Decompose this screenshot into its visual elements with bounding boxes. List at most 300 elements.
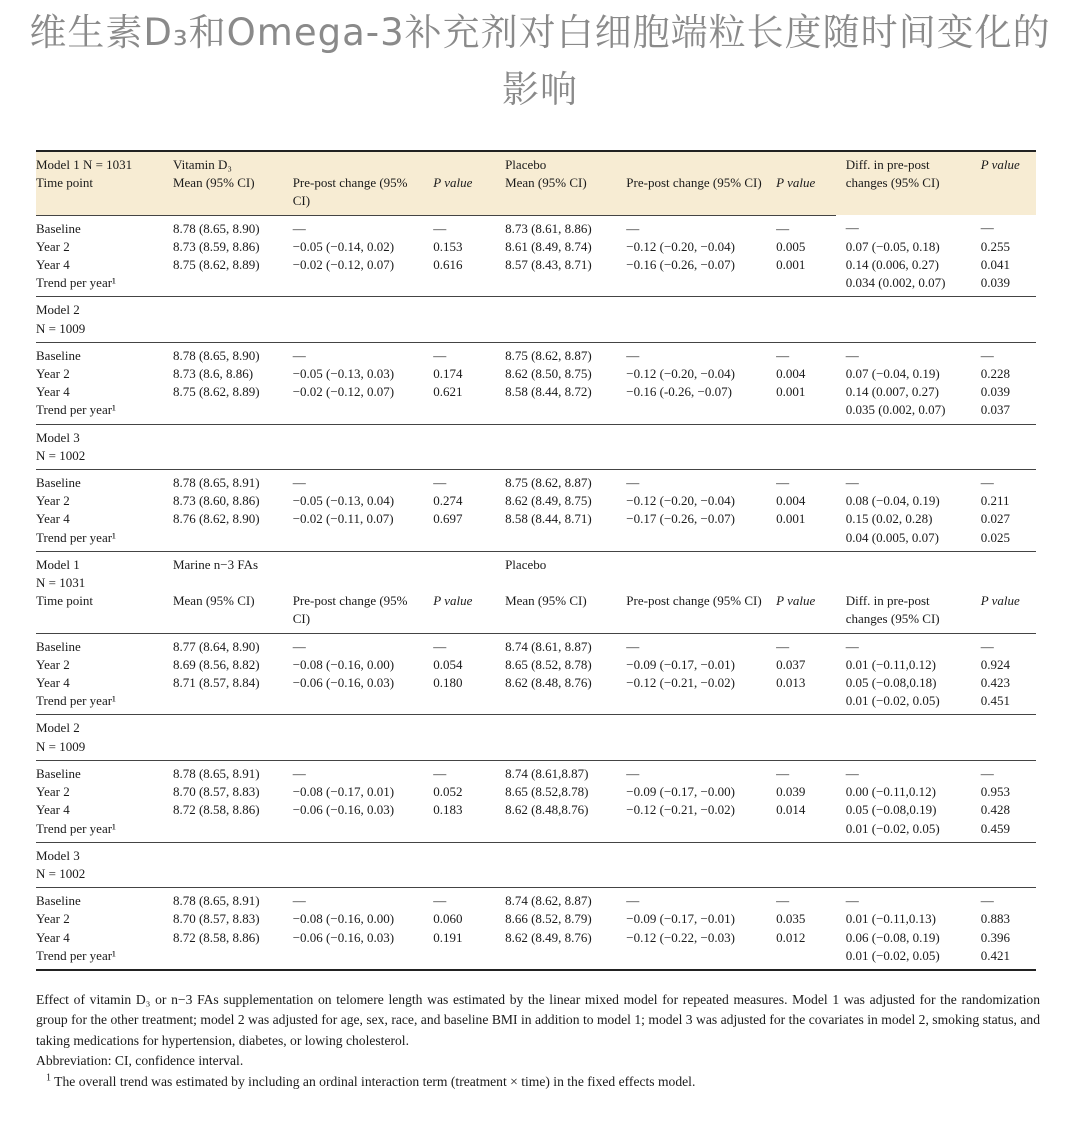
table-cell: — [292, 765, 306, 781]
table-cell: Year 4 [36, 675, 70, 691]
table-row [36, 947, 1036, 970]
empty-cell [283, 865, 424, 888]
empty-cell [766, 320, 836, 343]
table-cell: 8.76 (8.62, 8.90) [172, 511, 260, 527]
empty-cell [616, 574, 766, 592]
table-cell: 8.72 (8.58, 8.86) [172, 929, 260, 945]
header2-p-value: P value [766, 592, 836, 633]
table-cell: — [626, 638, 640, 654]
table-cell: 8.75 (8.62, 8.89) [172, 384, 260, 400]
empty-cell [283, 842, 424, 865]
empty-cell [283, 297, 424, 320]
empty-cell [423, 447, 495, 470]
table-cell: 0.180 [433, 675, 463, 691]
table-cell: 0.035 [776, 911, 806, 927]
table-cell: 0.01 (−0.11,0.12) [845, 656, 937, 672]
table-cell: — [626, 765, 640, 781]
table-cell: 0.039 [776, 784, 806, 800]
table-cell: 8.78 (8.65, 8.91) [172, 475, 260, 491]
table-cell: 8.74 (8.62, 8.87) [505, 893, 592, 909]
table-cell [766, 274, 836, 297]
empty-cell [283, 738, 424, 761]
table-cell: 0.255 [980, 238, 1010, 254]
table-cell: −0.06 (−0.16, 0.03) [292, 929, 395, 945]
table-cell: 0.054 [433, 656, 463, 672]
table-cell: 0.001 [776, 511, 806, 527]
header-placebo: Placebo [495, 151, 836, 174]
model-n: N = 1002 [36, 447, 163, 470]
table-cell: −0.05 (−0.13, 0.04) [292, 493, 395, 509]
header2-prepost: Pre-post change (95% CI) [616, 592, 766, 633]
page-title: 维生素D₃和Omega-3补充剂对白细胞端粒长度随时间变化的影响 [29, 11, 1051, 111]
header2-mean: Mean (95% CI) [495, 592, 616, 633]
table-row [36, 401, 1036, 424]
table-cell: 0.14 (0.007, 0.27) [845, 384, 939, 400]
results-table [36, 150, 1036, 971]
header2-time-point: Time point [36, 592, 163, 633]
table-cell: 8.70 (8.57, 8.83) [172, 784, 260, 800]
empty-cell [616, 715, 766, 738]
table-cell [616, 401, 766, 424]
table-cell: Year 2 [36, 656, 70, 672]
empty-cell [971, 574, 1036, 592]
table-cell [495, 274, 616, 297]
table-cell [495, 692, 616, 715]
table-cell: — [776, 347, 790, 363]
empty-cell [283, 574, 424, 592]
table-cell: 8.70 (8.57, 8.83) [172, 911, 260, 927]
table-cell: — [980, 765, 994, 781]
empty-cell [836, 447, 971, 470]
table-cell: −0.02 (−0.11, 0.07) [292, 511, 394, 527]
table-cell: −0.12 (−0.21, −0.02) [626, 675, 735, 691]
header-p-value: P value [423, 174, 495, 215]
table-row [36, 510, 1036, 528]
table-cell: 8.69 (8.56, 8.82) [172, 656, 260, 672]
header-p-value: P value [971, 151, 1036, 215]
empty-cell [836, 715, 971, 738]
table-cell: 0.012 [776, 929, 806, 945]
table-cell: — [980, 638, 994, 654]
table-cell: 0.396 [980, 929, 1010, 945]
empty-cell [423, 738, 495, 761]
table-cell: −0.09 (−0.17, −0.00) [626, 784, 735, 800]
empty-cell [766, 715, 836, 738]
table-cell: 8.73 (8.6, 8.86) [172, 366, 254, 382]
table-cell: — [776, 220, 790, 236]
table-row [36, 383, 1036, 401]
header-prepost: Pre-post change (95% CI) [616, 174, 766, 215]
table-cell: 8.78 (8.65, 8.90) [172, 347, 260, 363]
empty-cell [836, 842, 971, 865]
table-cell [283, 529, 424, 552]
header-time-point: Time point [36, 174, 163, 215]
table-row [36, 674, 1036, 692]
table-cell: — [776, 638, 790, 654]
model-n-row [36, 320, 1036, 343]
header-mean: Mean (95% CI) [163, 174, 283, 215]
empty-cell [163, 574, 283, 592]
table-cell: 0.034 (0.002, 0.07) [845, 275, 946, 291]
model-label-row [36, 715, 1036, 738]
table-cell: 8.62 (8.48, 8.76) [505, 675, 592, 691]
model-label: Model 3 [36, 424, 163, 447]
empty-cell [616, 842, 766, 865]
header2-marine: Marine n−3 FAs [163, 551, 495, 574]
table-cell: −0.12 (−0.20, −0.04) [626, 366, 735, 382]
table-cell: 0.953 [980, 784, 1010, 800]
empty-cell [163, 424, 283, 447]
table-cell [495, 820, 616, 843]
header-diff: Diff. in pre-post changes (95% CI) [836, 151, 971, 215]
table-cell: Trend per year¹ [36, 529, 116, 545]
empty-cell [163, 297, 283, 320]
table-cell: Baseline [36, 347, 81, 363]
table-cell: Trend per year¹ [36, 947, 163, 970]
table-cell: 0.037 [980, 402, 1010, 418]
table-cell: — [292, 347, 306, 363]
empty-cell [423, 865, 495, 888]
table-cell: 8.73 (8.60, 8.86) [172, 493, 260, 509]
table-cell [283, 820, 424, 843]
table-cell: −0.09 (−0.17, −0.01) [626, 911, 735, 927]
empty-cell [423, 715, 495, 738]
empty-cell [283, 715, 424, 738]
header-model-n: Model 1 N = 1031 [36, 151, 163, 174]
table-cell [616, 529, 766, 552]
table-row [36, 215, 1036, 238]
header-vitamin-d3: Vitamin D₃ [163, 151, 495, 174]
table-cell: — [626, 893, 640, 909]
table-row [36, 256, 1036, 274]
empty-cell [971, 865, 1036, 888]
footnote [36, 1072, 1040, 1092]
model-label-row [36, 297, 1036, 320]
table-cell: Baseline [36, 475, 81, 491]
table-cell: 0.451 [980, 693, 1010, 709]
table-cell: 0.01 (−0.02, 0.05) [836, 947, 971, 970]
table-row [36, 656, 1036, 674]
table-cell: 8.75 (8.62, 8.87) [505, 347, 592, 363]
table-cell [283, 947, 424, 970]
table-cell: — [292, 893, 306, 909]
table-cell [423, 947, 495, 970]
table-cell: 8.58 (8.44, 8.72) [505, 384, 592, 400]
table-cell [163, 401, 283, 424]
table-cell: 0.004 [776, 366, 806, 382]
table-cell [163, 947, 283, 970]
table-cell: 0.037 [776, 656, 806, 672]
table-cell [163, 274, 283, 297]
table-cell: −0.16 (-0.26, −0.07) [626, 384, 732, 400]
table-cell: −0.16 (−0.26, −0.07) [626, 257, 735, 273]
model-n-row [36, 865, 1036, 888]
table-cell: −0.12 (−0.21, −0.02) [626, 802, 735, 818]
table-cell: 0.08 (−0.04, 0.19) [845, 493, 940, 509]
table-row [36, 801, 1036, 819]
table-cell: 0.616 [433, 257, 463, 273]
table-cell: — [845, 638, 859, 654]
empty-cell [616, 320, 766, 343]
table-cell: — [292, 475, 306, 491]
table-cell: Trend per year¹ [36, 693, 116, 709]
table-cell: 0.191 [433, 929, 463, 945]
empty-cell [423, 320, 495, 343]
table-cell: Year 4 [36, 384, 70, 400]
header2-diff: Diff. in pre-post changes (95% CI) [836, 592, 971, 633]
table-cell: −0.05 (−0.14, 0.02) [292, 238, 395, 254]
table-cell: Year 2 [36, 911, 70, 927]
table-cell: 0.05 (−0.08,0.18) [845, 675, 937, 691]
table-cell: −0.12 (−0.20, −0.04) [626, 238, 735, 254]
empty-cell [423, 842, 495, 865]
table-cell [616, 692, 766, 715]
table-cell: Trend per year¹ [36, 820, 116, 836]
table-cell: 0.013 [776, 675, 806, 691]
header-p-value: P value [766, 174, 836, 215]
footnote-text: The overall trend was estimated by including an ordinal interaction term (treatment × time) in the fixed effects model. [54, 1073, 696, 1089]
header2-n-row [36, 574, 1036, 592]
model-label: Model 3 [36, 842, 163, 865]
table-row [36, 492, 1036, 510]
empty-cell [163, 447, 283, 470]
empty-cell [836, 424, 971, 447]
table-cell: 0.07 (−0.05, 0.18) [845, 238, 940, 254]
empty-cell [766, 424, 836, 447]
table-cell [423, 401, 495, 424]
empty-cell [836, 574, 971, 592]
empty-cell [163, 842, 283, 865]
empty-cell [971, 320, 1036, 343]
table-cell: 0.04 (0.005, 0.07) [845, 529, 939, 545]
table-cell [423, 820, 495, 843]
table-cell [283, 274, 424, 297]
table-row [36, 342, 1036, 365]
empty-cell [971, 447, 1036, 470]
table-cell: 0.423 [980, 675, 1010, 691]
empty-cell [616, 447, 766, 470]
table-cell: 8.75 (8.62, 8.89) [172, 257, 260, 273]
table-cell: Year 4 [36, 802, 70, 818]
model-n: N = 1009 [36, 738, 163, 761]
table-cell: Year 4 [36, 257, 70, 273]
table-cell: — [845, 347, 859, 363]
abbreviation-note: Abbreviation: CI, confidence interval. [36, 1053, 244, 1069]
table-row [36, 633, 1036, 656]
table-row [36, 529, 1036, 552]
table-cell: 0.052 [433, 784, 463, 800]
header2-mean: Mean (95% CI) [163, 592, 283, 633]
empty-cell [836, 320, 971, 343]
table-cell: −0.06 (−0.16, 0.03) [292, 802, 395, 818]
table-cell [766, 947, 836, 970]
table-cell: 8.78 (8.65, 8.91) [172, 893, 260, 909]
table-cell: 0.228 [980, 366, 1010, 382]
empty-cell [495, 424, 616, 447]
empty-cell [423, 424, 495, 447]
table-cell: 0.00 (−0.11,0.12) [845, 784, 937, 800]
table-cell: Baseline [36, 220, 81, 236]
table-cell: Year 2 [36, 366, 70, 382]
table-cell [495, 529, 616, 552]
table-cell: 8.77 (8.64, 8.90) [172, 638, 260, 654]
model-n-row [36, 738, 1036, 761]
header2-placebo: Placebo [495, 551, 1036, 574]
table-cell: 0.01 (−0.11,0.13) [845, 911, 937, 927]
table-row [36, 274, 1036, 297]
table-cell [423, 529, 495, 552]
table-cell: — [980, 475, 994, 491]
table-cell: −0.09 (−0.17, −0.01) [626, 656, 735, 672]
table-cell: 8.62 (8.48,8.76) [505, 802, 589, 818]
table-cell: — [626, 347, 640, 363]
table-row [36, 783, 1036, 801]
empty-cell [836, 738, 971, 761]
table-cell: 8.75 (8.62, 8.87) [505, 475, 592, 491]
table-row [36, 692, 1036, 715]
table-cell: 0.06 (−0.08, 0.19) [845, 929, 940, 945]
table-cell: 8.73 (8.61, 8.86) [505, 220, 592, 236]
empty-cell [423, 297, 495, 320]
empty-cell [495, 715, 616, 738]
model-label-row [36, 842, 1036, 865]
empty-cell [616, 738, 766, 761]
empty-cell [766, 738, 836, 761]
table-cell: — [433, 220, 447, 236]
table-cell: 0.004 [776, 493, 806, 509]
table-cell: Year 2 [36, 493, 70, 509]
table-cell: 0.174 [433, 366, 463, 382]
model-n-row [36, 447, 1036, 470]
empty-cell [766, 865, 836, 888]
table-cell: 0.153 [433, 238, 463, 254]
table-row [36, 470, 1036, 493]
table-cell: 8.73 (8.59, 8.86) [172, 238, 260, 254]
table-cell: 0.421 [971, 947, 1036, 970]
header2-row [36, 551, 1036, 574]
table-cell: 8.65 (8.52,8.78) [505, 784, 589, 800]
table-cell [423, 692, 495, 715]
table-cell: — [433, 893, 447, 909]
table-cell: 0.039 [980, 275, 1010, 291]
table-cell: 0.025 [980, 529, 1010, 545]
table-cell: — [626, 475, 640, 491]
table-cell: 0.039 [980, 384, 1010, 400]
header2-sub-row [36, 592, 1036, 633]
table-cell: 0.035 (0.002, 0.07) [845, 402, 946, 418]
empty-cell [495, 865, 616, 888]
table-cell: −0.12 (−0.20, −0.04) [626, 493, 735, 509]
table-cell: −0.17 (−0.26, −0.07) [626, 511, 735, 527]
table-cell: 8.74 (8.61, 8.87) [505, 638, 592, 654]
table-cell: 8.62 (8.49, 8.75) [505, 493, 592, 509]
table-cell: 8.74 (8.61,8.87) [505, 765, 589, 781]
table-row [36, 888, 1036, 911]
table-row [36, 365, 1036, 383]
table-cell: 0.924 [980, 656, 1010, 672]
table-cell: Year 4 [36, 929, 70, 945]
table-cell: — [433, 765, 447, 781]
empty-cell [283, 447, 424, 470]
table-cell [283, 692, 424, 715]
header2-p-value: P value [423, 592, 495, 633]
empty-cell [971, 424, 1036, 447]
table-cell [283, 401, 424, 424]
table-cell: 8.61 (8.49, 8.74) [505, 238, 592, 254]
table-cell: 0.060 [433, 911, 463, 927]
table-cell: — [626, 220, 640, 236]
table-cell: 0.027 [980, 511, 1010, 527]
table-cell: — [980, 893, 994, 909]
table-cell: — [845, 220, 859, 236]
empty-cell [766, 842, 836, 865]
empty-cell [495, 574, 616, 592]
model-n: N = 1002 [36, 865, 163, 888]
header2-model: Model 1 [36, 551, 163, 574]
table-cell [163, 820, 283, 843]
table-cell [766, 692, 836, 715]
table-cell: Year 4 [36, 511, 70, 527]
table-cell [766, 529, 836, 552]
table-cell: 8.78 (8.65, 8.90) [172, 220, 260, 236]
table-cell: 0.274 [433, 493, 463, 509]
empty-cell [163, 320, 283, 343]
table-cell [423, 274, 495, 297]
header-mean: Mean (95% CI) [495, 174, 616, 215]
table-cell: 0.621 [433, 384, 463, 400]
table-cell: 0.014 [776, 802, 806, 818]
empty-cell [971, 297, 1036, 320]
table-cell: 0.05 (−0.08,0.19) [845, 802, 937, 818]
table-cell: — [433, 347, 447, 363]
table-cell: — [980, 347, 994, 363]
table-cell: −0.05 (−0.13, 0.03) [292, 366, 395, 382]
table-row [36, 910, 1036, 928]
table-cell: 0.459 [980, 820, 1010, 836]
model-n: N = 1009 [36, 320, 163, 343]
table-cell: 8.72 (8.58, 8.86) [172, 802, 260, 818]
table-cell: Year 2 [36, 784, 70, 800]
table-cell: — [433, 475, 447, 491]
table-cell: 0.883 [980, 911, 1010, 927]
effect-note: Effect of vitamin D₃ or n−3 FAs supplementation on telomere length was estimated by the linear mixed model for repeated measures. Model 1 was adjusted for the randomization group for the other treatment; model 2 was adjusted for age, sex, race, and baseline BMI in addition to model 1; model 3 was adjusted for the covariates in model 2, smoking status, and taking medications for hypertension, diabetes, or lowing cholesterol. [36, 992, 1040, 1048]
empty-cell [495, 297, 616, 320]
table-cell: 0.697 [433, 511, 463, 527]
table-cell: −0.02 (−0.12, 0.07) [292, 257, 395, 273]
empty-cell [836, 865, 971, 888]
table-row [36, 760, 1036, 783]
model-label: Model 2 [36, 715, 163, 738]
table-cell: 0.14 (0.006, 0.27) [845, 257, 939, 273]
table-cell: Baseline [36, 893, 81, 909]
table-cell: — [845, 475, 859, 491]
table-cell: 0.01 (−0.02, 0.05) [845, 693, 940, 709]
table-cell: — [433, 638, 447, 654]
table-cell [616, 274, 766, 297]
table-cell: 0.211 [980, 493, 1010, 509]
table-cell: 8.71 (8.57, 8.84) [172, 675, 260, 691]
empty-cell [766, 297, 836, 320]
header2-p-value: P value [971, 592, 1036, 633]
table-cell: 8.57 (8.43, 8.71) [505, 257, 592, 273]
empty-cell [971, 715, 1036, 738]
table-cell: — [980, 220, 994, 236]
header2-prepost: Pre-post change (95% CI) [283, 592, 424, 633]
header2-n: N = 1031 [36, 575, 86, 591]
model-label: Model 2 [36, 297, 163, 320]
table-cell: 0.07 (−0.04, 0.19) [845, 366, 940, 382]
table-cell [616, 820, 766, 843]
